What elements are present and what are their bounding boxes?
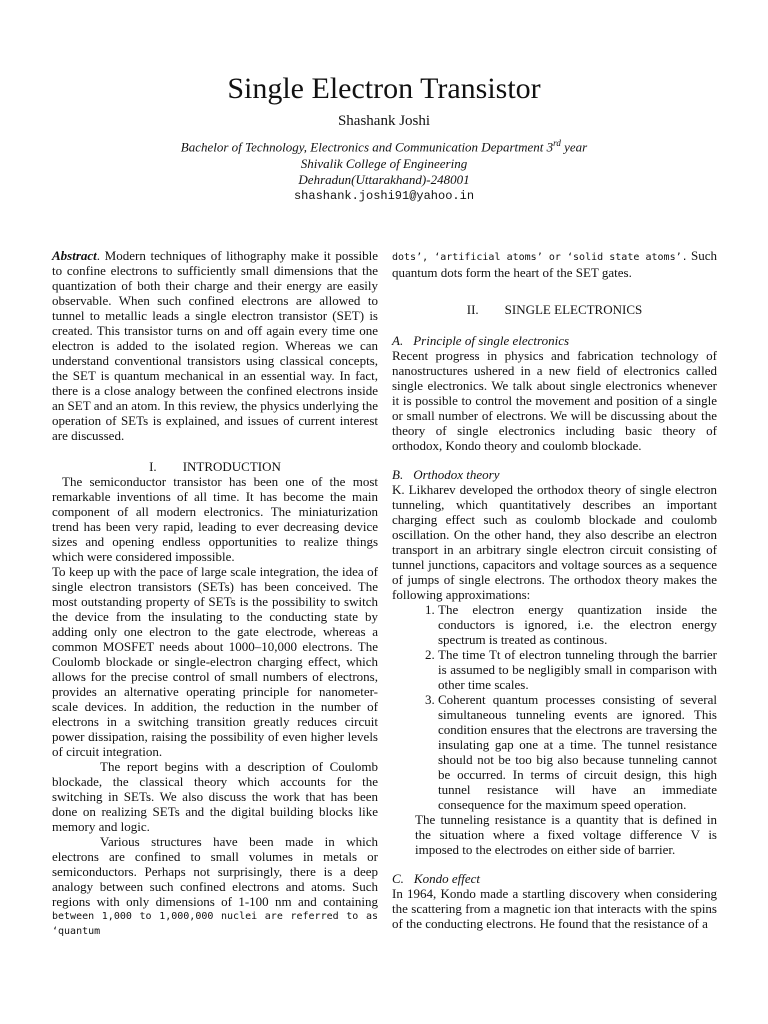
subsection-letter: A. <box>392 333 404 348</box>
affiliation-line-3: Dehradun(Uttarakhand)-248001 <box>298 172 470 187</box>
list-item: 1. The electron energy quantization inside the conductors is ignored, i.e. the electron energy spectrum is treated as continous. <box>438 602 717 647</box>
intro-paragraph-4-tail: between 1,000 to 1,000,000 nuclei are referred to as ‘quantum <box>52 911 378 937</box>
approximations-list <box>392 602 717 812</box>
list-item: 2. The time Tt of electron tunneling through the barrier is assumed to be negligibly small in comparison with other time scales. <box>438 647 717 692</box>
section-title: INTRODUCTION <box>182 459 281 474</box>
continued-paragraph <box>392 248 717 280</box>
list-item: 3. Coherent quantum processes consisting of several simultaneous tunneling events are ignored. This condition ensures that the electrons are traversing the insulating gap one at a time. The tunnel resistance should not be too big also because tunneling cannot be occurred. In terms of circuit design, this high tunnel resistance will have an immediate consequence for the maximum speed operation. <box>438 692 717 812</box>
subsection-title: Kondo effect <box>413 871 480 886</box>
intro-paragraph-2: To keep up with the pace of large scale integration, the idea of single electron transistors (SETs) has been conceived. The most outstanding property of SETs is the possibility to switch the device from the insulating to the conducting state by adding only one electron to the gate electrode, whereas a common MOSFET needs about 1000–10,000 electrons. The Coulomb blockade or single-electron charging effect, which allows for the precise control of small numbers of electrons, provides an alternative operating principle for nanometer-scale devices. In addition, the reduction in the number of electrons in a switching transition greatly reduces circuit power dissipation, raising the possibility of even higher levels of circuit integration. <box>52 564 378 759</box>
affiliation-line-2: Shivalik College of Engineering <box>300 156 468 171</box>
abstract <box>52 248 378 443</box>
section-number: II. <box>466 302 479 317</box>
subsection-a-text: Recent progress in physics and fabrication technology of nanostructures ushered in a new field of electronics called single electronics. We talk about single electronics whenever it is possible to control the movement and position of a single or small number of electrons. We will be discussing about the theory of single electronics including basic theory of orthodox, Kondo theory and coulomb blockade. <box>392 348 717 453</box>
intro-paragraph-1: The semiconductor transistor has been one of the most remarkable inventions of all time. It has become the main component of all modern electronics. The miniaturization trend has been very rapid, leading to ever decreasing device sizes and opening endless opportunities to realize things which were considered impossible. <box>52 474 378 564</box>
subsection-b-follow: The tunneling resistance is a quantity that is defined in the situation where a fixed voltage difference V is imposed to the electrodes on either side of barrier. <box>415 812 717 857</box>
abstract-text: . Modern techniques of lithography make it possible to confine electrons to sufficiently small dimensions that the quantization of both their charge and their energy are easily observable. When such confined electrons are allowed to tunnel to metallic leads a single electron transistor (SET) is created. This transistor turns on and off again every time one electron is added to the isolated region. Whereas we can understand conventional transistors using classical concepts, the SET is quantum mechanical in an essential way. In fact, there is a close analogy between the confined electrons inside an SET and an atom. In this review, the physics underlying the operation of SETs is explained, and issues of current interest are discussed. <box>52 248 378 443</box>
subsection-heading-c <box>392 871 717 886</box>
subsection-title: Principle of single electronics <box>413 333 570 348</box>
subsection-title: Orthodox theory <box>413 467 500 482</box>
affiliation-text: Bachelor of Technology, Electronics and Communication Department 3 <box>180 139 554 155</box>
section-title: SINGLE ELECTRONICS <box>504 302 643 317</box>
affiliation-year: year <box>560 139 588 155</box>
subsection-c-text: In 1964, Kondo made a startling discovery when considering the scattering from a magnetic ion that interacts with the spins of the conducting electrons. He found that the resistance of a <box>392 886 717 931</box>
abstract-label: Abstract <box>52 248 97 263</box>
section-heading-single-electronics <box>392 302 717 317</box>
intro-paragraph-4: Various structures have been made in which electrons are confined to small volumes in metals or semiconductors. Perhaps not surprisingly, there is a deep analogy between such confined electrons and atoms. Such regions with only dimensions of 1-100 nm and containing <box>52 834 378 909</box>
section-number: I. <box>149 459 157 474</box>
section-heading-introduction <box>52 459 378 474</box>
subsection-letter: C. <box>392 871 404 886</box>
subsection-b-text: K. Likharev developed the orthodox theory of single electron tunneling, which quantitatively describes an important charging effect such as coulomb blockade and coulomb oscillation. On the other hand, they also describe an electron transport in an arbitrary single electron circuit consisting of tunnel junctions, capacitors and voltage sources as a sequence of jumps of single electrons. The orthodox theory makes the following approximations: <box>392 482 717 602</box>
affiliation-superscript: rd <box>553 138 561 148</box>
right-column <box>392 248 717 931</box>
subsection-letter: B. <box>392 467 404 482</box>
continued-mono-text: dots’, ‘artificial atoms’ or ‘solid state atoms’. <box>392 252 688 263</box>
continued-text: Such quantum dots form the heart of the SET gates. <box>392 248 717 280</box>
subsection-heading-b <box>392 467 717 482</box>
affiliation-line-1 <box>0 135 768 155</box>
left-column <box>52 248 378 939</box>
author-email: shashank.joshi91@yahoo.in <box>293 189 475 203</box>
subsection-heading-a <box>392 333 717 348</box>
paper-title: Single Electron Transistor <box>227 72 541 105</box>
intro-paragraph-3: The report begins with a description of Coulomb blockade, the classical theory which accounts for the switching in SETs. We also discuss the work that has been done on realizing SETs and the digital building blocks like memory and logic. <box>52 759 378 834</box>
author-name: Shashank Joshi <box>337 113 431 129</box>
